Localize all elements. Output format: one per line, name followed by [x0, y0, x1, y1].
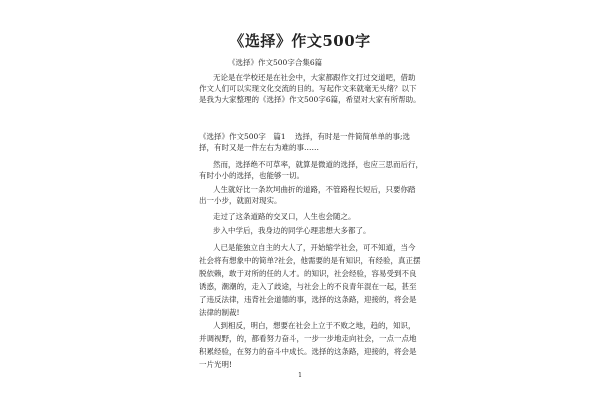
paragraph-line: 步入中学后，我身边的同学心理悲想大多都了。	[213, 226, 371, 235]
paragraph-line: 人生就好比一条坎坷曲折的道路，不管路程长短后，只要你踏	[213, 185, 416, 194]
paragraph-line: 走过了这条道路的交叉口，人生也会随之。	[213, 212, 356, 221]
paragraph-line: 人已是能独立自主的大人了，开始缩学社会，可不知道，当今	[213, 243, 416, 252]
intro-line: 作文人们可以实现文化交流的目的。写起作文来就毫无头绪？以下	[199, 84, 417, 93]
paragraph-line: 法律的制裁!	[199, 308, 240, 317]
paragraph-line: 诱惑，潮潮的，走入了歧途，与社会上的不良青年混在一起，甚至	[199, 282, 417, 291]
paragraph-line: 了违反法律，违背社会道德的事，选择的这条路，迎接的，将会是	[199, 295, 417, 304]
section-first-line: 选择，有时是一件简简单单的事;选	[295, 132, 411, 141]
paragraph-line: 有时小小的选择，也能够一切。	[199, 171, 304, 180]
intro-line: 是我为大家整理的《选择》作文500字6篇，希望对大家有所帮助。	[199, 95, 421, 104]
intro-line: 无论是在学校还是在社会中，大家都跟作文打过交道吧，借助	[213, 73, 416, 82]
paragraph-line: 择，有时又是一件左右为难的事……	[199, 143, 319, 152]
paragraph-line: 社会将有想象中的简单?社会，他需要的是有知识，有经验，真正摆	[199, 256, 421, 265]
paragraph-line: 并调视野，的，都看努力奋斗，一步一步地走向社会，一点一点地	[199, 334, 417, 343]
paragraph-line: 一片光明!	[199, 360, 233, 369]
paragraph-line: 积累经验，在努力的奋斗中成长。选择的这条路，迎接的，将会是	[199, 347, 417, 356]
paragraph-line: 出一小步，就面对现实。	[199, 196, 282, 205]
document-title: 《选择》作文500字	[229, 32, 371, 50]
paragraph-line: 人到相反，明白，想要在社会上立于不败之地，趋的，知识，	[213, 321, 416, 330]
page-number: 1	[298, 372, 302, 379]
paragraph-line: 然而，选择绝不可草率，就算是微道的选择，也应三思而后行，	[213, 160, 423, 169]
section-heading: 《选择》作文500字 篇1	[199, 132, 286, 141]
document-subtitle: 《选择》作文500字合集6篇	[228, 58, 323, 67]
paragraph-line: 脱依赖，敢于对所的任的人才。的知识，社会经验，容易受到不良	[199, 269, 417, 278]
